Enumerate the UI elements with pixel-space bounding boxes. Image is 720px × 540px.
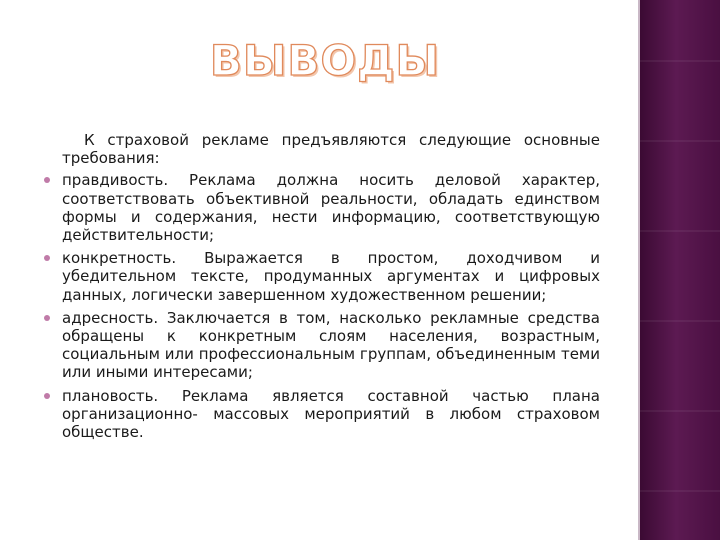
list-item bbox=[62, 309, 600, 382]
requirements-list bbox=[62, 171, 600, 441]
list-item-text: правдивость. Реклама должна носить деловой характер, соответствовать объективной реальности, обладать единством формы и содержания, нести информацию, соответствующую действительности; bbox=[62, 171, 600, 245]
slide-body bbox=[62, 131, 600, 441]
bullet-icon bbox=[44, 255, 50, 261]
list-item-text: плановость. Реклама является составной частью плана организационно- массовых мероприятий в любом страховом обществе. bbox=[62, 386, 600, 442]
intro-paragraph: К страховой рекламе предъявляются следующие основные требования: bbox=[62, 131, 600, 168]
list-item bbox=[62, 387, 600, 442]
list-item-text: конкретность. Выражается в простом, доходчивом и убедительном тексте, продуманных аргументах и цифровых данных, логически завершенном художественном решении; bbox=[62, 249, 600, 304]
bullet-icon bbox=[44, 315, 50, 321]
list-item bbox=[62, 249, 600, 304]
bullet-icon bbox=[44, 177, 50, 183]
bullet-icon bbox=[44, 393, 50, 399]
slide-title: ВЫВОДЫ bbox=[209, 36, 441, 85]
list-item bbox=[62, 171, 600, 244]
side-decorative-panel bbox=[640, 0, 720, 540]
list-item-text: адресность. Заключается в том, насколько рекламные средства обращены к конкретным слоям населения, возрастным, социальным или профессиональным группам, объединенным теми или иными интересами; bbox=[62, 308, 600, 382]
